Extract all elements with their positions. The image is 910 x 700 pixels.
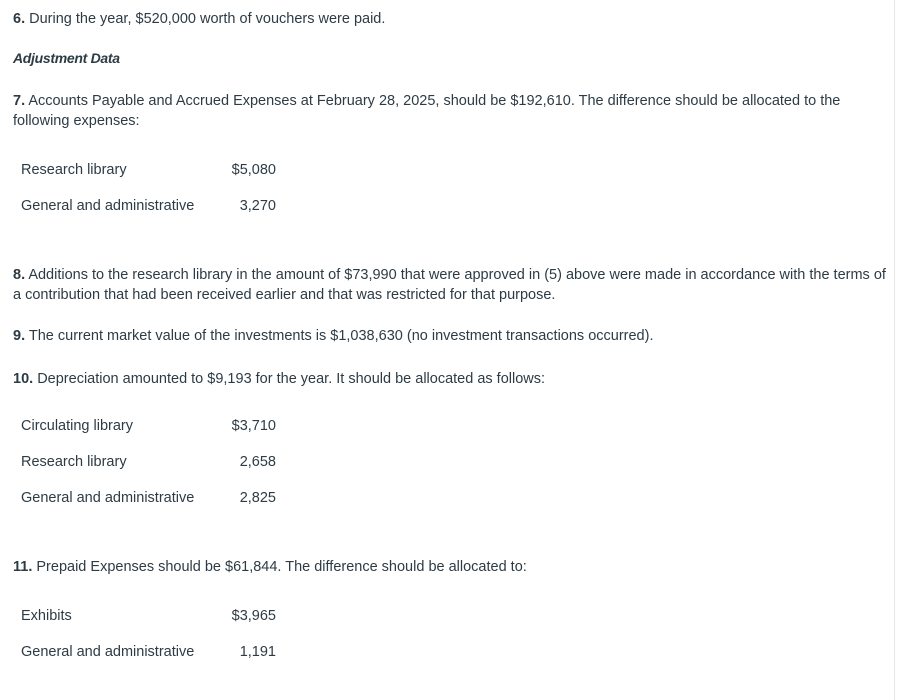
item-text: During the year, $520,000 worth of vouchers were paid. [25,11,386,27]
item-number: 8. [13,267,26,283]
item-8 [13,265,888,305]
item-9 [13,326,888,346]
item-text: Prepaid Expenses should be $61,844. The difference should be allocated to: [32,559,527,575]
table-row [21,444,276,480]
item-7-allocation-table [21,152,276,224]
row-label: General and administrative [21,490,195,506]
item-10-depreciation-table [21,408,276,516]
row-amount: 2,825 [239,490,276,506]
item-number: 6. [13,11,26,27]
row-label: Exhibits [21,608,72,624]
item-text: The current market value of the investments is $1,038,630 (no investment transactions occurred). [25,328,654,344]
row-label: General and administrative [21,644,195,660]
row-amount: 3,270 [239,198,276,214]
table-row [21,408,276,444]
row-amount: $3,965 [231,608,276,624]
row-amount: 1,191 [239,644,276,660]
item-7 [13,91,888,131]
row-label: Research library [21,454,127,470]
item-text: Accounts Payable and Accrued Expenses at February 28, 2025, should be $192,610. The difference should be allocated to the following expenses: [13,93,841,129]
table-row [21,598,276,634]
item-number: 11. [13,559,33,575]
item-6 [13,9,888,29]
row-label: Circulating library [21,418,134,434]
item-11-prepaid-table [21,598,276,670]
row-amount: $3,710 [231,418,276,434]
item-number: 9. [13,328,26,344]
scrollbar-track[interactable] [894,0,910,700]
table-row [21,634,276,670]
row-amount: $5,080 [231,162,276,178]
item-11 [13,557,888,577]
item-text: Depreciation amounted to $9,193 for the year. It should be allocated as follows: [33,371,546,387]
row-label: General and administrative [21,198,195,214]
table-row [21,480,276,516]
row-amount: 2,658 [239,454,276,470]
item-text: Additions to the research library in the amount of $73,990 that were approved in (5) above were made in accordance with the terms of a contribution that had been received earlier and that was restricted for that purpose. [13,267,886,303]
adjustment-data-heading: Adjustment Data [13,50,120,66]
row-label: Research library [21,162,127,178]
item-number: 7. [13,93,26,109]
item-10 [13,369,888,389]
table-row [21,188,276,224]
item-number: 10. [13,371,34,387]
table-row [21,152,276,188]
